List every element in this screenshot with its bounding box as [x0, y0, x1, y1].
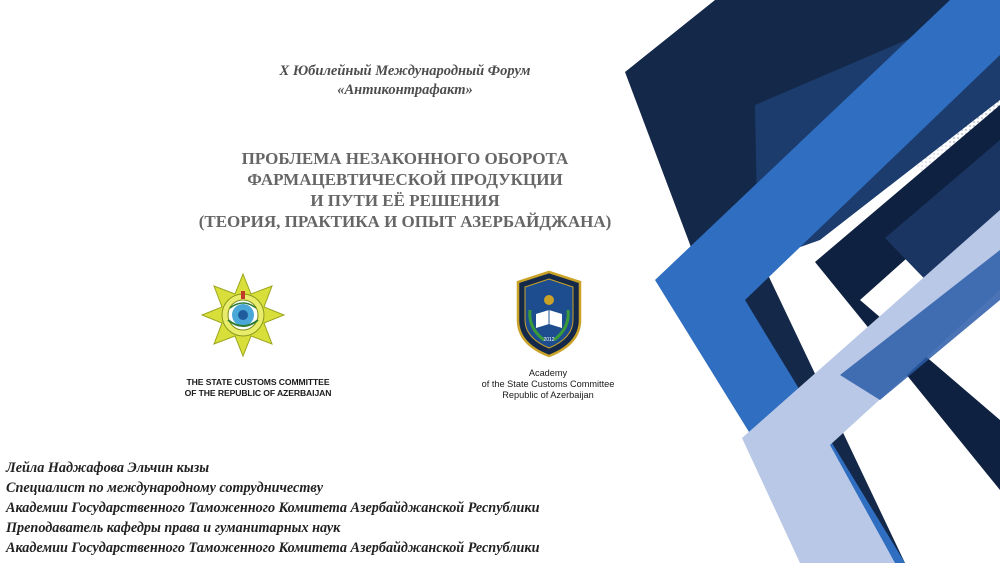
forum-subtitle: «Антиконтрафакт»	[337, 82, 473, 98]
title-line: И ПУТИ ЕЁ РЕШЕНИЯ	[310, 191, 500, 210]
customs-committee-caption	[158, 377, 358, 398]
author-position: Специалист по международному сотрудничеству	[6, 480, 323, 496]
committee-line1: THE STATE CUSTOMS COMMITTEE	[186, 377, 330, 387]
author-affiliation: Академии Государственного Таможенного Комитета Азербайджанской Республики	[6, 540, 540, 556]
academy-year: 2012	[543, 337, 555, 343]
academy-line2: of the State Customs Committee	[481, 378, 615, 389]
academy-shield-icon	[514, 270, 584, 358]
customs-committee-emblem-icon	[200, 272, 286, 358]
committee-line2: OF THE REPUBLIC OF AZERBAIJAN	[184, 387, 332, 398]
title-line: ФАРМАЦЕВТИЧЕСКОЙ ПРОДУКЦИИ	[247, 170, 563, 189]
forum-title: X Юбилейный Международный Форум	[279, 63, 531, 79]
title-line: ПРОБЛЕМА НЕЗАКОННОГО ОБОРОТА	[241, 149, 569, 168]
author-name: Лейла Наджафова Эльчин кызы	[6, 460, 210, 476]
academy-line1: Academy	[528, 368, 568, 378]
title-line: (ТЕОРИЯ, ПРАКТИКА И ОПЫТ АЗЕРБАЙДЖАНА)	[198, 212, 612, 231]
presentation-title	[150, 148, 660, 232]
forum-header	[170, 62, 640, 100]
author-block	[6, 458, 686, 558]
academy-line3: Republic of Azerbaijan	[502, 389, 594, 400]
academy-caption	[468, 368, 628, 400]
author-affiliation: Академии Государственного Таможенного Комитета Азербайджанской Республики	[6, 500, 540, 516]
author-position: Преподаватель кафедры права и гуманитарных наук	[6, 520, 341, 536]
